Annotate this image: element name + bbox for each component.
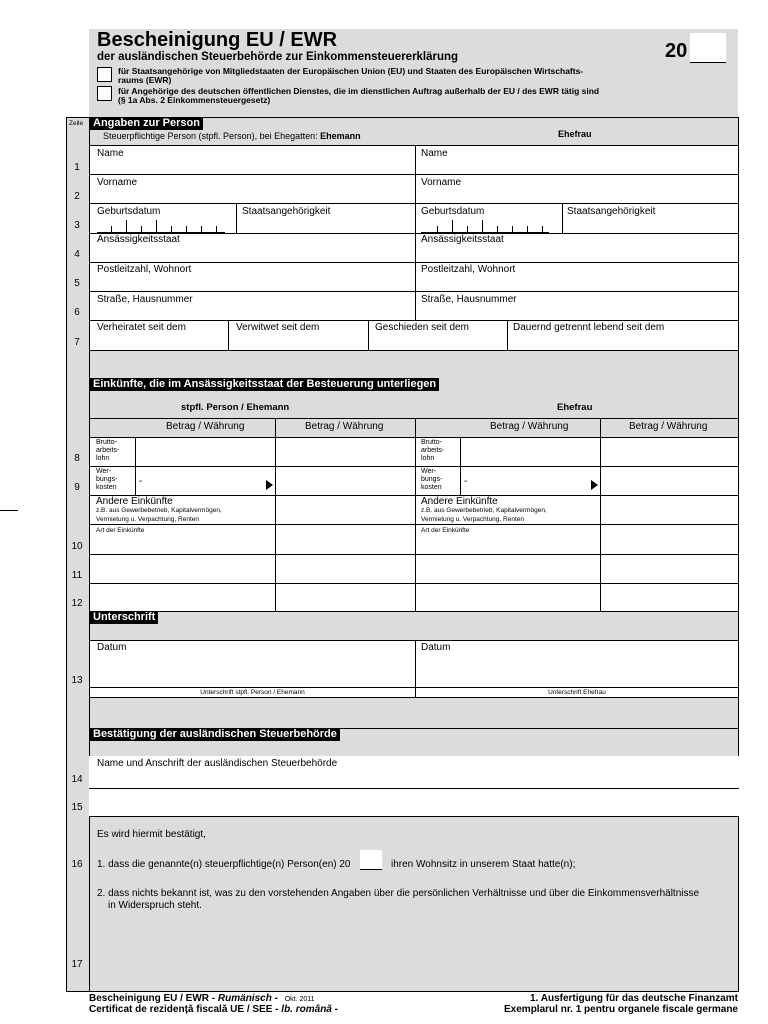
option2-text: für Angehörige des deutschen öffentlichen Dienstes, die im dienstlichen Auftrag außerhalb der EU / des EWR tätig sind	[118, 86, 600, 96]
row-number: 7	[74, 337, 80, 348]
col-header-wife: Ehefrau	[558, 129, 592, 139]
row-number: 15	[71, 802, 83, 813]
gross-wage-label-taxpayer	[96, 439, 119, 463]
gross-wage-currency-wife	[600, 437, 739, 467]
checkbox-eu-ewr[interactable]	[97, 67, 112, 82]
vorname-label-wife: Vorname	[421, 177, 462, 188]
expenses-amount-wife[interactable]	[460, 466, 601, 496]
date-tick	[452, 220, 453, 232]
expenses-currency-wife[interactable]	[600, 466, 739, 496]
name-field-taxpayer[interactable]	[89, 145, 415, 174]
gross-wage-amount-wife[interactable]	[460, 437, 601, 467]
income-type-label-taxpayer: Art der Einkünfte	[96, 527, 145, 534]
income-type-label-wife: Art der Einkünfte	[421, 527, 470, 534]
footer-left-lang-ro: lb. română -	[281, 1004, 338, 1015]
gross-wage-label-line: arbeits-	[96, 447, 120, 454]
residence-label-wife: Ansässigkeitsstaat	[421, 234, 504, 245]
option2-text-cont: (§ 1a Abs. 2 Einkommensteuergesetz)	[118, 95, 271, 105]
other-income-hint2-taxpayer: Vermietung u. Verpachtung, Renten	[96, 516, 199, 523]
row-number: 14	[71, 774, 83, 785]
confirmation-point1b: ihren Wohnsitz in unserem Staat hatte(n);	[391, 859, 576, 870]
amount-col-divider	[600, 418, 601, 438]
date-label-taxpayer: Datum	[97, 642, 127, 653]
row-number: 1	[74, 162, 80, 173]
date-tick	[542, 226, 543, 232]
other-income-header-wife-amount	[600, 495, 739, 525]
gross-wage-label-wife	[421, 439, 444, 463]
signature-caption-wife: Unterschrift Ehefrau	[548, 689, 606, 696]
gross-wage-amount-taxpayer[interactable]	[135, 437, 276, 467]
amount-header-2: Betrag / Währung	[305, 421, 384, 432]
signature-caption-taxpayer: Unterschrift stpfl. Person / Ehemann	[200, 689, 305, 696]
divorced-since-label: Geschieden seit dem	[375, 322, 469, 333]
footer-right-line1: 1. Ausfertigung für das deutsche Finanzamt	[530, 993, 738, 1004]
zeile-label: Zeile	[69, 120, 84, 127]
date-tick	[111, 226, 112, 232]
row-number: 3	[74, 220, 80, 231]
other-income-type-wife[interactable]	[415, 554, 601, 584]
col-header-taxpayer-text: Steuerpflichtige Person (stpfl. Person), bei Ehegatten:	[103, 131, 318, 141]
other-income-hint1-wife: z.B. aus Gewerbebetrieb, Kapitalvermögen,	[421, 507, 547, 514]
authority-address-field[interactable]	[89, 788, 739, 817]
date-tick	[141, 226, 142, 232]
other-income-amount-taxpayer[interactable]	[275, 524, 416, 555]
name-field-wife[interactable]	[415, 145, 738, 174]
date-tick	[216, 226, 217, 232]
footer-version: Okt. 2011	[284, 996, 315, 1003]
year-field[interactable]	[690, 33, 726, 63]
date-tick	[512, 226, 513, 232]
amount-header-1: Betrag / Währung	[166, 421, 245, 432]
expenses-label-line: Wer-	[96, 468, 112, 475]
date-tick	[497, 226, 498, 232]
footer-right-line2: Exemplarul nr. 1 pentru organele fiscale germane	[504, 1004, 738, 1015]
other-income-label-taxpayer: Andere Einkünfte	[96, 496, 173, 507]
street-label-wife: Straße, Hausnummer	[421, 294, 517, 305]
row-number: 8	[74, 453, 80, 464]
other-income-hint1-taxpayer: z.B. aus Gewerbebetrieb, Kapitalvermögen,	[96, 507, 222, 514]
date-tick	[171, 226, 172, 232]
signature-field-wife[interactable]	[415, 640, 738, 688]
confirmation-intro: Es wird hiermit bestätigt,	[97, 829, 206, 840]
date-label-wife: Datum	[421, 642, 451, 653]
footer-left-title: Bescheinigung EU / EWR -	[89, 993, 218, 1004]
amount-col-divider	[415, 418, 416, 438]
margin-mark	[0, 510, 18, 511]
section-personal-data-title: Angaben zur Person	[90, 117, 203, 130]
vorname-label-taxpayer: Vorname	[97, 177, 138, 188]
date-tick	[482, 220, 483, 232]
expenses-label-taxpayer	[96, 468, 117, 492]
street-label-taxpayer: Straße, Hausnummer	[97, 294, 193, 305]
authority-name-label: Name und Anschrift der ausländischen Steuerbehörde	[97, 758, 338, 769]
other-income-header-taxpayer-amount	[275, 495, 416, 525]
other-income-type-taxpayer[interactable]	[89, 554, 276, 584]
other-income-type-taxpayer[interactable]	[89, 583, 276, 612]
option1-text-cont: raums (EWR)	[118, 75, 172, 85]
income-col-header-taxpayer: stpfl. Person / Ehemann	[181, 402, 290, 413]
income-col-header-wife: Ehefrau	[557, 402, 593, 413]
income-header-line	[89, 418, 739, 419]
married-since-label: Verheiratet seit dem	[97, 322, 186, 333]
checkbox-public-service[interactable]	[97, 86, 112, 101]
amount-header-4: Betrag / Währung	[629, 421, 708, 432]
arrow-right-icon	[266, 480, 273, 490]
gross-wage-currency-taxpayer	[275, 437, 416, 467]
amount-header-3: Betrag / Währung	[490, 421, 569, 432]
col-header-taxpayer	[103, 131, 361, 142]
footer-left-title-ro: Certificat de rezidență fiscală UE / SEE -	[89, 1004, 282, 1015]
other-income-amount-wife[interactable]	[600, 524, 739, 555]
row-number: 6	[74, 307, 80, 318]
confirmation-point2b: in Widerspruch steht.	[108, 900, 202, 911]
other-income-label-wife: Andere Einkünfte	[421, 496, 498, 507]
date-tick	[467, 226, 468, 232]
date-tick	[126, 220, 127, 232]
minus-sign-wife: -	[464, 476, 468, 487]
other-income-amount-taxpayer[interactable]	[275, 554, 416, 584]
gross-wage-label-line: lohn	[96, 455, 110, 462]
footer-left-line2	[89, 1004, 338, 1015]
row-number: 2	[74, 191, 80, 202]
signature-field-taxpayer[interactable]	[89, 640, 415, 688]
other-income-type-wife[interactable]	[415, 583, 601, 612]
birthdate-label-wife: Geburtsdatum	[421, 206, 485, 217]
vorname-field-wife[interactable]	[415, 174, 738, 203]
postcode-label-wife: Postleitzahl, Wohnort	[421, 264, 516, 275]
other-income-amount-wife[interactable]	[600, 554, 739, 584]
year-prefix: 20	[665, 40, 688, 62]
section-authority-title: Bestätigung der ausländischen Steuerbehörde	[90, 728, 340, 741]
row-number: 9	[74, 482, 80, 493]
nationality-label-taxpayer: Staatsangehörigkeit	[242, 206, 331, 217]
minus-sign-taxpayer: -	[139, 476, 143, 487]
section-signature-title: Unterschrift	[90, 611, 158, 624]
widowed-since-label: Verwitwet seit dem	[236, 322, 320, 333]
vorname-field-taxpayer[interactable]	[89, 174, 415, 203]
gross-wage-label-line: Brutto-	[421, 439, 443, 446]
nationality-label-wife: Staatsangehörigkeit	[567, 206, 656, 217]
expenses-amount-taxpayer[interactable]	[135, 466, 276, 496]
expenses-label-line: kosten	[96, 484, 117, 491]
birthdate-label-taxpayer: Geburtsdatum	[97, 206, 161, 217]
date-tick	[527, 226, 528, 232]
row-number: 5	[74, 278, 80, 289]
row-number: 16	[71, 859, 83, 870]
gross-wage-label-line: arbeits-	[421, 447, 445, 454]
date-tick	[437, 226, 438, 232]
expenses-currency-taxpayer[interactable]	[275, 466, 416, 496]
gross-wage-label-line: Brutto-	[96, 439, 118, 446]
row-number: 4	[74, 249, 80, 260]
date-tick	[156, 220, 157, 232]
option1-text: für Staatsangehörige von Mitgliedstaaten der Europäischen Union (EU) und Staaten des Europäischen Wirtschafts-	[118, 66, 584, 76]
row-number: 17	[71, 959, 83, 970]
date-tick	[186, 226, 187, 232]
expenses-label-line: bungs-	[421, 476, 443, 483]
other-income-amount-wife[interactable]	[600, 583, 739, 612]
form-subtitle: der ausländischen Steuerbehörde zur Einkommensteuererklärung	[97, 51, 459, 63]
name-label-taxpayer: Name	[97, 148, 124, 159]
form-title: Bescheinigung EU / EWR	[97, 29, 338, 51]
row-number: 11	[71, 570, 83, 581]
col-header-husband: Ehemann	[320, 131, 361, 141]
confirmation-point1a: 1. dass die genannte(n) steuerpflichtige(n) Person(en) 20	[97, 859, 351, 870]
residence-year-field[interactable]	[360, 850, 382, 870]
expenses-label-line: bungs-	[96, 476, 118, 483]
confirmation-point2a: 2. dass nichts bekannt ist, was zu den vorstehenden Angaben über die persönlichen Verhältnisse und über die Einkommensverhältnisse	[97, 888, 700, 899]
row-number: 10	[71, 541, 83, 552]
postcode-label-taxpayer: Postleitzahl, Wohnort	[97, 264, 192, 275]
name-label-wife: Name	[421, 148, 448, 159]
expenses-label-line: kosten	[421, 484, 442, 491]
arrow-right-icon	[591, 480, 598, 490]
residence-label-taxpayer: Ansässigkeitsstaat	[97, 234, 180, 245]
other-income-hint2-wife: Vermietung u. Verpachtung, Renten	[421, 516, 524, 523]
separated-since-label: Dauernd getrennt lebend seit dem	[513, 322, 665, 333]
footer-left-lang: Rumänisch -	[217, 993, 278, 1004]
gross-wage-label-line: lohn	[421, 455, 435, 462]
other-income-amount-taxpayer[interactable]	[275, 583, 416, 612]
expenses-label-wife	[421, 468, 442, 492]
expenses-label-line: Wer-	[421, 468, 437, 475]
row-number: 13	[71, 675, 83, 686]
date-tick	[201, 226, 202, 232]
section-income-title: Einkünfte, die im Ansässigkeitsstaat der Besteuerung unterliegen	[90, 378, 439, 391]
amount-col-divider	[275, 418, 276, 438]
row-number: 12	[71, 598, 83, 609]
